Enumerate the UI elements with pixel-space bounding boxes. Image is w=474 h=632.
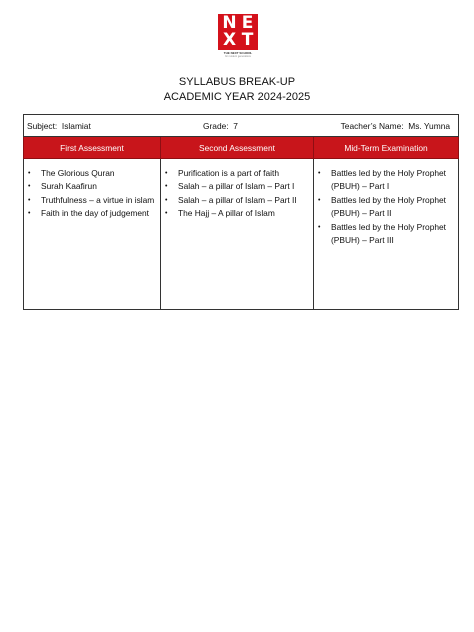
bullet-icon: •: [28, 170, 31, 177]
bullet-icon: •: [28, 210, 31, 218]
bullet-icon: •: [165, 196, 168, 204]
bullet-icon: •: [318, 170, 321, 177]
topic-text: Faith in the day of judgement: [41, 208, 150, 219]
list-item: [24, 180, 160, 193]
topic-list: [161, 167, 313, 221]
list-item: [314, 167, 458, 194]
topic-text: Battles led by the Holy Prophet (PBUH) – Part II: [331, 194, 446, 219]
topic-list: [24, 167, 160, 221]
grade-value: 7: [233, 121, 238, 131]
teacher-info: [341, 121, 450, 131]
topics-row: [24, 159, 459, 310]
topic-text: Battles led by the Holy Prophet (PBUH) – Part III: [331, 221, 446, 246]
topic-text: The Hajj – A pillar of Islam: [178, 208, 275, 219]
logo-letter-t: T: [241, 30, 253, 50]
bullet-icon: •: [165, 170, 168, 177]
bullet-icon: •: [318, 223, 321, 231]
school-logo: [218, 14, 258, 58]
bullet-icon: •: [28, 196, 31, 204]
topic-text: The Glorious Quran: [41, 168, 115, 178]
topic-text: Salah – a pillar of Islam – Part II: [178, 194, 297, 205]
logo-tagline-sub: for modern generations: [225, 55, 251, 58]
grade-info: [203, 121, 238, 131]
teacher-value: Ms. Yumna: [408, 121, 451, 131]
list-item: [24, 194, 160, 207]
first-assessment-topics: [24, 159, 161, 310]
list-item: [161, 167, 313, 180]
topic-list: [314, 167, 458, 247]
second-assessment-topics: [161, 159, 314, 310]
topic-text: Salah – a pillar of Islam – Part I: [178, 181, 295, 192]
logo-letter-e: E: [241, 13, 253, 33]
bullet-icon: •: [165, 183, 168, 191]
grade-label: Grade:: [203, 121, 229, 131]
logo-mark: [218, 14, 258, 50]
assessment-header-row: [24, 137, 459, 159]
topic-text: Truthfulness – a virtue in islam: [41, 194, 155, 205]
subject-label: Subject:: [27, 121, 58, 131]
column-header-second-assessment: Second Assessment: [161, 137, 314, 159]
syllabus-table: [23, 114, 459, 310]
list-item: [314, 221, 458, 248]
topic-text: Battles led by the Holy Prophet (PBUH) – Part I: [331, 168, 446, 192]
teacher-label: Teacher’s Name:: [340, 121, 404, 131]
logo-letter-x: X: [222, 30, 236, 50]
bullet-icon: •: [28, 183, 31, 191]
topic-text: Surah Kaafirun: [41, 181, 97, 192]
logo-tagline: THE NEXT SCHOOL: [223, 51, 253, 55]
column-header-mid-term: Mid-Term Examination: [314, 137, 459, 159]
logo-letter-n: N: [222, 13, 236, 33]
academic-year: ACADEMIC YEAR 2024-2025: [163, 91, 311, 103]
list-item: [314, 194, 458, 221]
topic-text: Purification is a part of faith: [178, 168, 280, 178]
bullet-icon: •: [318, 196, 321, 204]
subject-value: Islamiat: [61, 121, 91, 131]
list-item: [161, 194, 313, 207]
document-title: SYLLABUS BREAK-UP: [178, 76, 296, 88]
mid-term-topics: [314, 159, 459, 310]
subject-info: [27, 121, 91, 131]
list-item: [161, 207, 313, 220]
list-item: [24, 207, 160, 220]
list-item: [161, 180, 313, 193]
list-item: [24, 167, 160, 180]
column-header-first-assessment: First Assessment: [24, 137, 161, 159]
info-row: [24, 115, 459, 137]
info-cell: [24, 115, 459, 137]
bullet-icon: •: [165, 210, 168, 218]
